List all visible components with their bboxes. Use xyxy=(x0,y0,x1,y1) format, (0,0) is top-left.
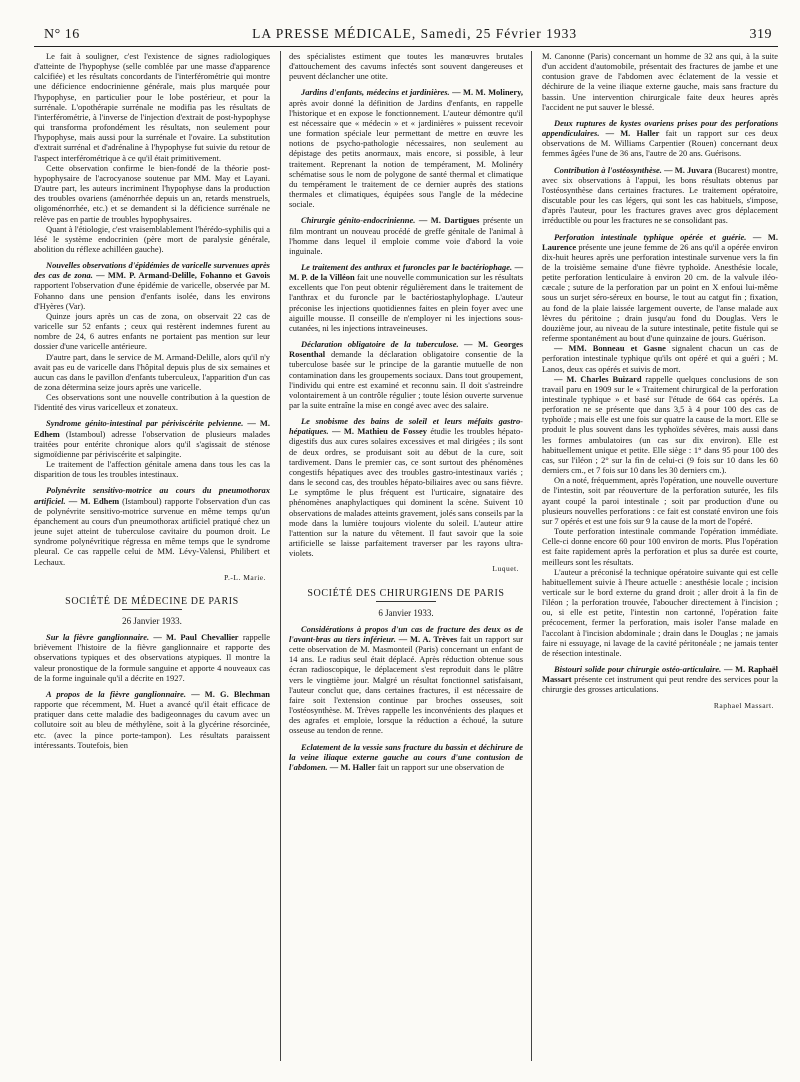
entry-title: Chirurgie génito-endocrinienne. xyxy=(300,215,416,226)
entry-title: Le traitement des anthrax et furoncles par le bactériophage. xyxy=(300,261,513,272)
entry-text: après avoir donné la définition de Jardins d'enfants, en rappelle l'historique et en expose le fonctionnement. L'auteur démontre qu'il est nécessaire que « médecin » et « jardinières » puissent recevoir une formation spéciale leur permettant de mettre en œuvre les notions de psycho-pathologie nécessaires, non seulement au dépistage des petits anormaux, mais encore, si possible, à leur traitement. Reprenant la notion de tempérament, M. Molinéry schématise sous le nom de polygone de santé thermal et climatique du tempérament le traitement de ce dernier auprès des stations thermales et climatiques, équipées sous l'angle de la médecine sociale. xyxy=(288,97,523,210)
entry-authors: — MM. Bonneau et Gasne xyxy=(554,343,666,354)
entry-authors: — M. Georges Rosenthal xyxy=(288,339,523,360)
report-entry xyxy=(542,118,778,159)
entry-title: Déclaration obligatoire de la tuberculose. xyxy=(300,339,459,350)
entry-text: rappelle brièvement l'histoire de la fièvre ganglionnaire et rapporte des observations typiques et des observations atypiques. Il montre la valeur pronostique de la formule sanguine et apporte 4 nouveaux cas de la forme inguinale qu'il a décrite en 1927. xyxy=(34,632,270,683)
report-entry xyxy=(542,374,778,476)
entry-text: rapporte que récemment, M. Huet a avancé qu'il était efficace de pratiquer dans cette maladie des badigeonnages du cavum avec un collutoire soit au bleu de méthylène, soit à la glycérine résorcinée, etc. (avec la pince porte-tampon). Les résultats paraissent intéressants. Toutefois, bien xyxy=(34,699,270,750)
entry-authors: — M. M. Molinery, xyxy=(452,87,523,98)
entry-text: fait un rapport sur une observation de xyxy=(377,761,505,772)
entry-authors: — M. Charles Buizard xyxy=(554,373,642,384)
entry-authors: — M. Edhem xyxy=(34,418,270,439)
entry-authors: — M. Mathieu de Fossey xyxy=(332,426,427,437)
running-head xyxy=(34,26,778,47)
entry-title: A propos de la fièvre ganglionnaire. xyxy=(46,688,187,699)
entry-text: fait un rapport sur cette observation de M. Masmonteil (Paris) concernant un enfant de 14 ans. Le radius seul était déplacé. Après réduction obtenue sous écran radioscopique, le déplacement s'est reproduit dans le plâtre vers le vingtième jour. Malgré un résultat fonctionnel satisfaisant, l'auteur conclut que, dans certaines fractures, il est nécessaire de faire soit l'extension continue par broches osseuses, soit l'ostéosynthèse. M. Trèves rappelle les inconvénients des plaques et des agrafes et emploie, lorsque la réduction a échoué, la suture osseuse au tendon de renne. xyxy=(288,633,524,736)
entry-title: Jardins d'enfants, médecins et jardinières. xyxy=(300,87,450,98)
report-entry xyxy=(34,418,270,459)
entry-authors: — M. P. de la Villéon xyxy=(288,261,524,283)
session-date: 6 Janvier 1933. xyxy=(378,607,434,618)
divider xyxy=(122,609,182,610)
paragraph: Quant à l'étiologie, c'est vraisemblablement l'hérédo-syphilis qui a lésé le système endocrinien (père mort de paralysie générale, abolition du réflexe achilléen gauche). xyxy=(34,223,270,254)
paragraph: L'auteur a préconisé la technique opératoire suivante qui est celle habituellement suivie à l'heure actuelle : anesthésie locale ; incision verticale sur le bord externe du grand droit ; aller droit à la fin de l'iléon ; la perforation trouvée, l'aboucher directement à l'incision ; ou, si elle est petite, l'intestin non cartonné, l'opération faite précocement, fermer la perforation, mais isoler l'anse malade en l'accolant à l'incision abdominale ; drain dans le Douglas ; ne jamais faire ni essuyage, ni lavage de la cavité péritonéale ; ne jamais tenter de résection intestinale. xyxy=(542,566,778,658)
report-entry xyxy=(34,485,270,566)
entry-title: Contribution à l'ostéosynthèse. xyxy=(554,164,662,175)
entry-text: fait une nouvelle communication sur les résultats excellents que l'on peut obtenir régulièrement dans le traitement de l'anthrax et du furoncle par le bactériostaphylophage. L'auteur préconise les injections quotidiennes faites en plein foyer avec une aiguille mousse. Il conseille de n'employer ni les injections sous-cutanées, ni les injections intraveineuses. xyxy=(288,272,523,333)
issue-number: N° 16 xyxy=(44,27,80,42)
report-entry xyxy=(289,262,523,333)
entry-title: Deux ruptures de kystes ovariens prises pour des perforations appendiculaires. xyxy=(542,117,778,139)
entry-title: Bistouri solide pour chirurgie ostéo-articulaire. xyxy=(554,664,722,675)
entry-text: étudie les troubles hépato-digestifs dus aux cures solaires excessives et mal dirigées ; ils sont de deux ordres, se produisant soit au début de la cure, soit tardivement. Dans le premier cas, ce sont surtout des phénomènes congestifs hépatiques avec des troubles gastro-intestinaux variés ; dans le second cas, des troubles hépato-biliaires avec ou sans fièvre. Le symptôme le plus fréquent est l'urticaire, signataire des phénomènes anaphylactiques qui dominent la scène. Suivent 10 observations de malades atteints gravement, jolés sans conseils par la mode dans la lumière toujours violente du soleil. L'auteur attire l'attention sur la nature du vêtement. Il faut savoir que la soie artificielle se laisse parfaitement traverser par les rayons ultra-violets. xyxy=(288,426,524,559)
journal-title: LA PRESSE MÉDICALE, Samedi, 25 Février 1933 xyxy=(252,26,578,41)
paragraph: On a noté, fréquemment, après l'opération, une nouvelle ouverture de l'intestin, soit par réouverture de la perforation suturée, les fils ayant coupé la paroi intestinale ; soit par production d'une ou plusieurs nouvelles perforations : ce fait est constaté environ une fois sur 7 opérés et est une fois sur 9 la cause de la mort de l'opéré. xyxy=(542,475,778,526)
entry-text: présente un film montrant un nouveau procédé de greffe génitale de l'animal à l'homme dans lequel il emploie comme voie d'abord la voie inguinale. xyxy=(288,215,523,256)
entry-text: signalent chacun un cas de perforation intestinale typhique qu'ils ont opéré et qui a guéri ; M. Lanos, deux cas opérés et suivis de mort. xyxy=(542,343,778,374)
report-entry xyxy=(289,339,523,410)
report-entry xyxy=(289,624,523,736)
entry-title: Considérations à propos d'un cas de fracture des deux os de l'avant-bras au tiers inférieur. xyxy=(288,623,523,644)
report-entry xyxy=(34,260,270,311)
text-columns xyxy=(34,51,778,1061)
entry-authors: — M. Laurence xyxy=(542,231,778,252)
report-entry xyxy=(289,215,523,256)
entry-authors: — M. A. Trèves xyxy=(398,633,458,644)
column-right xyxy=(542,51,778,1061)
entry-text: rapportent l'observation d'une épidémie de varicelle, observée par M. Fohanno dans une pension d'enfants isolée, dans les environs d'Hyères (Var). xyxy=(34,280,270,311)
paragraph: Quinze jours après un cas de zona, on observait 22 cas de varicelle sur 52 enfants ; ceux qui restèrent indemnes furent au nombre de 24, 6 autres enfants ne portaient pas mention sur leur dossier d'une varicelle antérieure. xyxy=(34,310,270,352)
report-entry xyxy=(289,87,523,209)
report-entry xyxy=(289,416,523,558)
divider xyxy=(376,601,436,602)
society-heading: SOCIÉTÉ DE MÉDECINE DE PARIS xyxy=(65,595,239,607)
entry-title: Perforation intestinale typhique opérée et guérie. xyxy=(554,231,747,242)
entry-text: (Bucarest) montre, avec six observations à l'appui, les bons résultats obtenus par l'ostéosynthèse dans certaines fractures. Le traitement opératoire, discutable pour les cas légers, qui sont les cas habituels, s'impose, d'après l'auteur, pour les fractures graves avec gros déplacement irréductible ou pour les fractures ne se consolidant pas. xyxy=(542,164,778,226)
entry-text: demande la déclaration obligatoire consentie de la tuberculose basée sur le principe de la garantie mutuelle de non contamination dans les groupements sociaux. Dans tout groupement, l'individu qui entre est examiné et reconnu sain. Il doit s'astreindre volontairement à un contrôle régulier ; toute lésion ouverte survenue par la suite entraîne la mise en congé avec avec des salaire. xyxy=(288,349,523,410)
page-number: 319 xyxy=(749,27,772,42)
signature: Raphael Massart. xyxy=(713,700,774,710)
signature: Luquet. xyxy=(492,564,519,574)
column-middle xyxy=(280,51,532,1061)
entry-text: fait un rapport sur ces deux observations de M. Williams Carpentier (Rouen) concernant deux femmes âgées l'une de 36 ans, l'autre de 20 ans. Guérisons. xyxy=(542,128,778,159)
report-entry xyxy=(542,232,778,344)
entry-text: (Istamboul) adresse l'observation de plusieurs malades traitées pour entérite chronique alors qu'il s'agissait de sténose sigmoïdienne par périviscérite et salpingite. xyxy=(34,428,270,459)
paragraph: des spécialistes estiment que toutes les manœuvres brutales d'attouchement des cavums infectés sont souvent dangereuses et peuvent déclancher une otite. xyxy=(288,51,523,82)
entry-text: présente une jeune femme de 26 ans qu'il a opérée environ dix-huit heures après une perforation intestinale survenue vers la fin de la troisième semaine d'une fièvre typhoïde. Anesthésie locale, petite perforation lenticulaire à environ 20 cm. de la valvule iléo-cæcale ; suture de la perforation par un point en X enfoui lui-même sous un surjet séro-séreux en bourse, le tout au catgut fin ; fixation, au fond de la plaie laissée largement ouverte, de l'anse malade aux lèvres du péritoine ; drain jusqu'au fond du Douglas. Vers le douzième jour, au niveau de la suture intestinale, petite fistule qui se referme spontanément au bout d'une quinzaine de jours. Guérison. xyxy=(542,241,778,344)
paragraph: D'autre part, dans le service de M. Armand-Delille, alors qu'il n'y avait pas eu de varicelle dans l'hôpital depuis plus de six semaines et aucun cas dans le pavillon d'enfants tuberculeux, l'apparition d'un cas de zona détermina seize jours après une varicelle. xyxy=(34,351,270,392)
paragraph: M. Canonne (Paris) concernant un homme de 32 ans qui, à la suite d'un accident d'automobile, présentait des fractures de jambe et une contusion grave de l'abdomen avec éclatement de la vessie et déchirure de la veine iliaque externe gauche, mais sans fracture du bassin. Une intervention chirurgicale faite deux heures après l'accident ne put sauver le blessé. xyxy=(542,51,778,112)
entry-title: Le snobisme des bains de soleil et leurs méfaits gastro-hépatiques. xyxy=(288,416,523,437)
entry-authors: — MM. P. Armand-Delille, Fohanno et Gavois xyxy=(96,270,270,281)
entry-title: Polynévrite sensitivo-motrice au cours du pneumothorax artificiel. xyxy=(34,485,270,506)
entry-authors: — M. Juvara xyxy=(664,164,713,175)
society-heading: SOCIÉTÉ DES CHIRURGIENS DE PARIS xyxy=(307,587,505,599)
report-entry xyxy=(542,165,778,226)
entry-authors: — M. G. Blechman xyxy=(191,688,270,699)
report-entry xyxy=(34,689,270,750)
paragraph: Toute perforation intestinale commande l'opération immédiate. Celle-ci donne encore 60 pour 100 environ de morts. Plus l'opération est faite rapidement après la perforation et plus sa durée est courte, meilleurs sont les résultats. xyxy=(542,526,778,567)
entry-title: Eclatement de la vessie sans fracture du bassin et déchirure de la veine iliaque externe gauche au cours d'une contusion de l'abdomen. xyxy=(288,741,523,772)
entry-authors: — M. Edhem xyxy=(68,495,120,506)
entry-text: rappelle quelques conclusions de son travail paru en 1909 sur le « Traitement chirurgical de la perforation intestinale typhique » et basé sur l'étude de 664 cas opérés. La perforation ne se présente que dans 3,5 à 4 pour 100 des cas de typhoïde ; mais elle est une fois sur quatre la cause de la mort. Elle se produit le plus souvent dans les typhoïdes sévères, mais aussi dans les formes ambulatoires (un cas sur dix environ). Elle est habituellement unique et petite. Elle siège : 1° dans 95 pour 100 des cas, sur l'iléon ; 2° sur la fin de celui-ci (9 fois sur 10 dans les 60 derniers cm., et 7 fois sur 10 dans les 30 derniers cm.). xyxy=(542,373,778,476)
entry-text: (Istamboul) rapporte l'observation d'un cas de polynévrite sensitivo-motrice survenue en même temps qu'un épanchement au cours d'un pneumothorax artificiel pratiqué chez un jeune sujet atteint de tuberculose cavitaire du poumon droit. Le syndrome polynévritique régressa en même temps que le syndrome pleural. Ce cas rappelle celui de MM. Lévy-Valensi, Philibert et Lechaux. xyxy=(34,495,270,567)
report-entry xyxy=(542,343,778,373)
paragraph: Cette observation confirme le bien-fondé de la théorie post-hypophysaire de l'acrocyanose soutenue par MM. May et Layani. D'autre part, les auteurs incriminent l'hypophyse dans la production des troubles ovariens (aménorrhée depuis un an, retards menstruels, oligoménorrhée, etc.) et se demandent si la déficience surrénale ne relève pas en partie de troubles hypophysaires. xyxy=(34,162,270,224)
column-left xyxy=(34,51,270,1061)
entry-title: Nouvelles observations d'épidémies de varicelle survenues après des cas de zona. xyxy=(34,260,270,281)
entry-authors: — M. Haller xyxy=(329,761,376,772)
paragraph: Ces observations sont une nouvelle contribution à la question de l'identité des virus varicelleux et zonateux. xyxy=(34,392,270,413)
entry-title: Sur la fièvre ganglionnaire. xyxy=(46,632,150,643)
signature: P.-L. Marie. xyxy=(224,572,266,582)
session-date: 26 Janvier 1933. xyxy=(122,615,182,626)
entry-authors: — M. Paul Chevallier xyxy=(153,632,239,643)
entry-authors: — M. Raphaël Massart xyxy=(542,664,778,685)
report-entry xyxy=(289,742,523,772)
report-entry xyxy=(34,632,270,683)
entry-title: Syndrome génito-intestinal par périviscérite pelvienne. xyxy=(46,418,244,429)
report-entry xyxy=(542,664,778,694)
entry-authors: — M. Dartigues xyxy=(418,215,480,226)
entry-authors: — M. Haller xyxy=(605,128,660,139)
paragraph: Le fait à souligner, c'est l'existence de signes radiologiques d'atteinte de l'hypophyse (selle comblée par une masse d'apparence calcifiée) et les résultats concordants de l'interférométrie qui montre une déficience endocrinienne générale, mais plus marquée pour l'hypophyse, en particulier pour le lobe postérieur, et pour la surrénale. L'opothérapie surrénale ne modifia pas les résultats de l'interférométrie, à l'inverse de l'injection d'extrait de post-hypophyse qui transforma profondément les résultats, non seulement pour l'hypophyse, mais aussi pour la surrénale et l'ovaire. La substitution d'extrait surrénal et d'adrénaline à l'hypophyse fut suivie du retour de l'aspect interférométrique à ce qu'il était primitivement. xyxy=(34,51,270,163)
entry-text: présente cet instrument qui peut rendre des services pour la chirurgie des grosses articulations. xyxy=(542,674,778,695)
paragraph: Le traitement de l'affection génitale amena dans tous les cas la disparition de tous les troubles intestinaux. xyxy=(34,459,270,480)
